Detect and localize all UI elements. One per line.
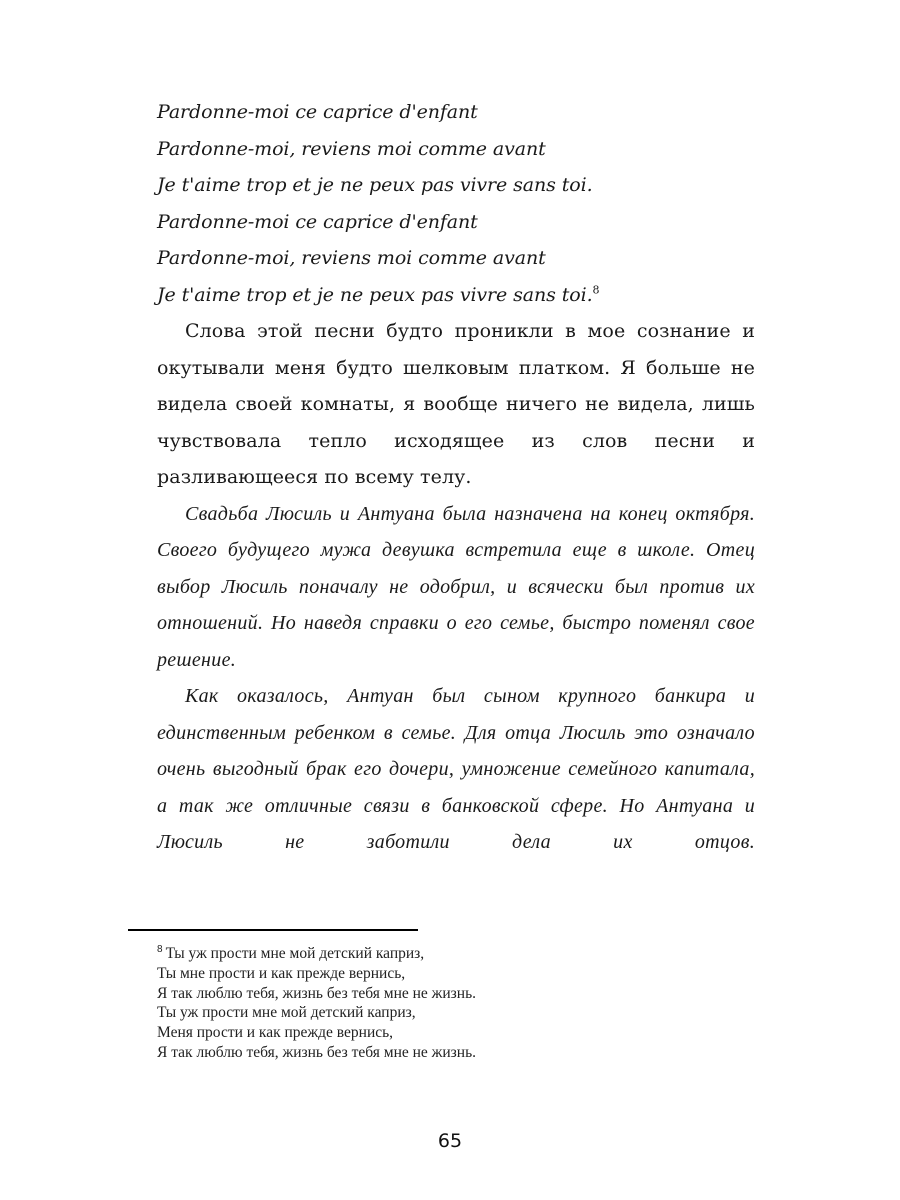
paragraph-wedding: Свадьба Люсиль и Антуана была назначена на конец октября. Своего будущего мужа девушка встретила еще в школе. Отец выбор Люсиль поначалу не одобрил, и всячески был против их отношений. Но наведя справки о его семье, быстро поменял свое решение. (157, 502, 755, 671)
footnote-line: Меня прости и как прежде вернись, (157, 1024, 394, 1042)
verse-line-text: Je t'aime trop et je ne peux pas vivre sans toi. (157, 283, 593, 306)
footnote-block (157, 944, 757, 1063)
song-verse (157, 94, 755, 313)
verse-line-with-footnote (157, 277, 755, 314)
verse-line: Je t'aime trop et je ne peux pas vivre sans toi. (157, 174, 593, 196)
main-text (157, 94, 755, 861)
footnote-divider (128, 929, 418, 931)
paragraph-song-effect: Слова этой песни будто проникли в мое сознание и окутывали меня будто шелковым платком. Я больше не видела своей комнаты, я вообще ничего не видела, лишь чувствовала тепло исходящее из слов песни и разливающееся по всему телу. (157, 320, 755, 488)
verse-line: Pardonne-moi ce caprice d'enfant (157, 210, 478, 233)
footnote-line: Ты уж прости мне мой детский каприз, (157, 1004, 416, 1022)
footnote-line: Я так люблю тебя, жизнь без тебя мне не жизнь. (157, 1043, 477, 1061)
footnote-line: Ты мне прости и как прежде вернись, (157, 964, 406, 982)
verse-line: Pardonne-moi, reviens moi comme avant (157, 137, 546, 160)
paragraph-antoine: Как оказалось, Антуан был сыном крупного банкира и единственным ребенком в семье. Для отца Люсиль это означало очень выгодный брак его дочери, умножение семейного капитала, а так же отличные связи в банковской сфере. Но Антуана и Люсиль не заботили дела их отцов. (157, 685, 755, 853)
footnote-line (157, 944, 757, 964)
page-number: 65 (437, 1130, 463, 1152)
footnote-line-text: Ты уж прости мне мой детский каприз, (165, 945, 425, 962)
verse-line: Pardonne-moi, reviens moi comme avant (157, 247, 546, 269)
footnote-reference[interactable]: 8 (592, 283, 600, 297)
footnote-line: Я так люблю тебя, жизнь без тебя мне не жизнь. (157, 984, 477, 1002)
footnote-number: 8 (157, 943, 163, 955)
verse-line: Pardonne-moi ce caprice d'enfant (157, 101, 478, 123)
